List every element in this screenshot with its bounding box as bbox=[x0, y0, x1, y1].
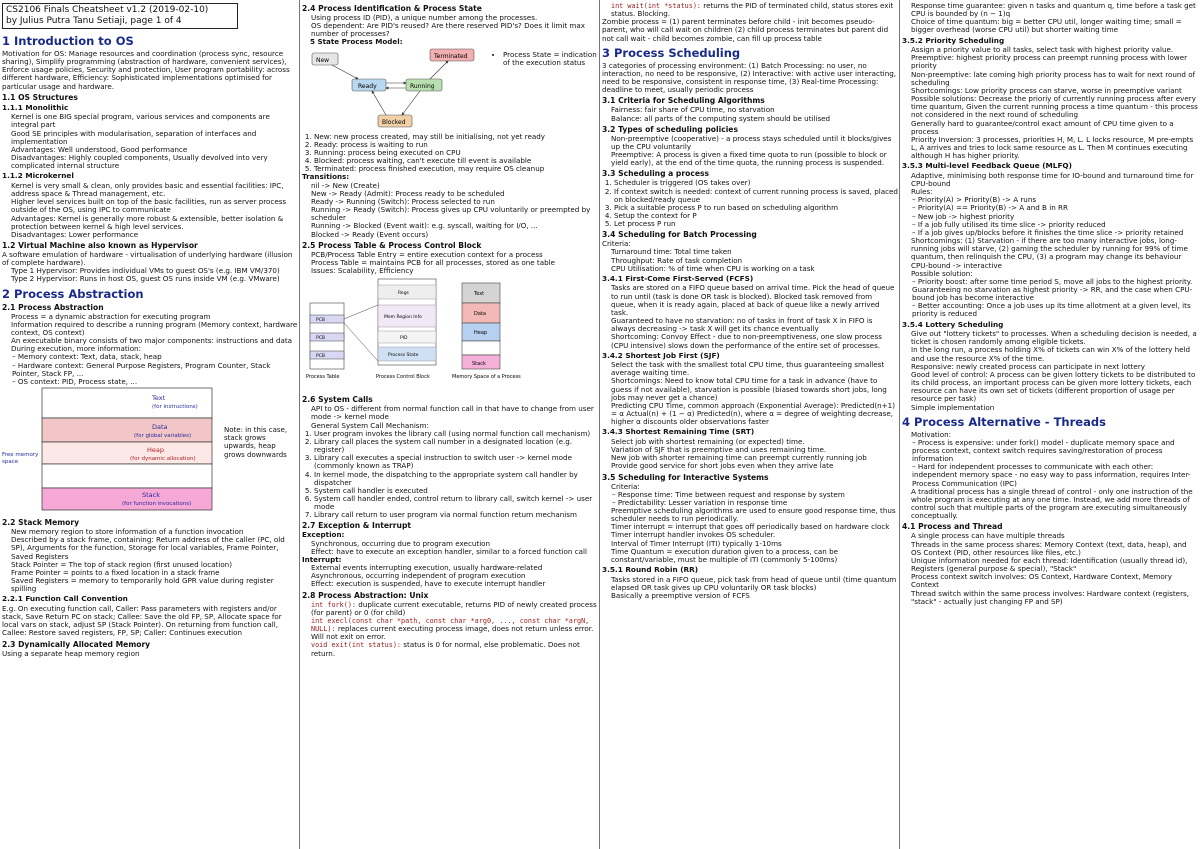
sub-list bbox=[902, 278, 1198, 319]
subsubsection-heading: 3.5.1 Round Robin (RR) bbox=[602, 565, 699, 575]
list-item: 5. Terminated: process finished execution, may require OS cleanup bbox=[314, 165, 598, 173]
list-item: • Synchronous, occurring due to program execution bbox=[311, 540, 598, 548]
list-item: • During execution, more information: bbox=[11, 345, 298, 353]
item-text: duplicate current executable, returns PID of newly created process (for parent) or 0 (for child) bbox=[311, 599, 597, 617]
list-item: • Give out "lottery tickets" to processes. When a scheduling decision is needed, a ticket is chosen randomly among eligible tickets. bbox=[911, 330, 1198, 346]
pcb-field-label: Regs bbox=[398, 291, 409, 297]
pcb-field-label: Process State bbox=[388, 353, 419, 359]
subsection-heading: 3.5 Scheduling for Interactive Systems bbox=[602, 472, 769, 482]
bullet-list bbox=[902, 488, 1198, 521]
transitions-title: Transitions: bbox=[302, 172, 350, 182]
list-item: • Response time guarantee: given n tasks and quantum q, time before a task get CPU is bounded by (n − 1)q bbox=[911, 2, 1198, 18]
list-item bbox=[311, 641, 598, 657]
list-item: • Frame Pointer = points to a fixed location in a stack frame bbox=[11, 569, 298, 577]
subsubsection-heading: 3.5.4 Lottery Scheduling bbox=[902, 319, 1004, 329]
paragraph: Using a separate heap memory region bbox=[2, 648, 140, 658]
doc-author: by Julius Putra Tanu Setiaji, page 1 of 4 bbox=[6, 16, 182, 26]
paragraph: A software emulation of hardware - virtualisation of underlying hardware (illusion of complete hardware). bbox=[2, 249, 293, 268]
list-item: • Fairness: fair share of CPU time, no starvation bbox=[611, 106, 898, 114]
list-item: – Memory context: Text, data, stack, heap bbox=[12, 353, 298, 361]
pcb-caption: Process Table bbox=[306, 374, 340, 381]
paragraph: Motivation for OS: Manage resources and coordination (process sync, resource sharing), Simplify programming (abstraction of hardware, convenient services), Enforce usage policies, Security and protection, User program portability: across different hardware, Efficiency: Sophisticated implementations optimised for particular usage and hardware. bbox=[2, 49, 290, 91]
list-item: • Time Quantum = execution duration given to a process, can be constant/variable, must be multiple of ITI (commonly 5-100ms) bbox=[611, 548, 898, 564]
list-item: • Unique information needed for each thread: Identification (usually thread id), Registers (general purpose & special), "Stack" bbox=[911, 557, 1198, 573]
list-item: • Process Table = maintains PCB for all processes, stored as one table bbox=[311, 259, 598, 267]
list-item: 3. Running: process being executed on CPU bbox=[314, 149, 598, 157]
column-2 bbox=[302, 2, 598, 848]
column-4 bbox=[902, 2, 1198, 848]
list-item: • Kernel is one BIG special program, various services and components are integral part bbox=[11, 113, 298, 129]
list-item: • Process State = indication of the execution status bbox=[503, 51, 598, 67]
bullet-list bbox=[902, 46, 1198, 160]
list-item: – OS context: PID, Process state, ... bbox=[12, 378, 298, 386]
list-item: • Basically a preemptive version of FCFS bbox=[611, 592, 898, 600]
list-item: – Hardware context: General Purpose Registers, Program Counter, Stack Pointer, Stack FP, ... bbox=[12, 362, 298, 378]
list-item: • Preemptive scheduling algorithms are used to ensure good response time, thus scheduler needs to run periodically. bbox=[611, 507, 898, 523]
bullet-list bbox=[2, 113, 298, 170]
list-item: • Thread switch within the same process involves: Hardware context (registers, "stack" - actually just changing FP and SP) bbox=[911, 590, 1198, 606]
list-item: • Variation of SJF that is preemptive and uses remaining time. bbox=[611, 446, 898, 454]
item-text: replaces current executing process image, does not return unless error. Will not exit on error. bbox=[311, 624, 594, 642]
mem-text-sub: (for instructions) bbox=[152, 404, 198, 410]
list-item: • Issues: Scalability, Efficiency bbox=[311, 267, 598, 275]
list-item: • Running -> Ready (Switch): Process gives up CPU voluntarily or preempted by scheduler bbox=[311, 206, 598, 222]
list-item: – Priority boost: after some time period S, move all jobs to the highest priority. Guaranteeing no starvation as highest priority -> RR, and the case when CPU-bound job has become interactive bbox=[912, 278, 1198, 302]
code-snippet: int execl(const char *path, const char *arg0, ..., const char *argN, NULL): bbox=[311, 616, 590, 634]
list-item: • Advantages: Kernel is generally more robust & extensible, better isolation & protection between kernel & high level services. bbox=[11, 215, 298, 231]
pcb-field-label: PID bbox=[400, 336, 408, 342]
mem-data-label: Data bbox=[474, 311, 486, 318]
subsubsection-heading: 1.1.2 Microkernel bbox=[2, 171, 74, 181]
list-item: • Interval of Timer Interrupt (ITI) typically 1-10ms bbox=[611, 540, 898, 548]
state-running-label: Running bbox=[410, 82, 435, 90]
bullet-list bbox=[902, 172, 1198, 196]
list-item: • Shortcomings: Low priority process can starve, worse in preemptive variant bbox=[911, 87, 1198, 95]
subsection-heading: 3.4 Scheduling for Batch Processing bbox=[602, 230, 757, 240]
state-diagram bbox=[302, 47, 492, 133]
mem-data-label: Data bbox=[152, 423, 168, 431]
list-item: • OS dependent: Are PID's reused? Are there reserved PID's? Does it limit max number of processes? bbox=[311, 22, 598, 38]
paragraph: Zombie process = (1) parent terminates before child - init becomes pseudo-parent, who will call wait on children (2) child process terminates but parent did not call wait - child becomes zombie, can fill up process table bbox=[602, 17, 889, 43]
list-item: • Type 1 Hypervisor: Provides individual VMs to guest OS's (e.g. IBM VM/370) bbox=[11, 267, 298, 275]
list-item: – Predictability: Lesser variation in response time bbox=[612, 499, 898, 507]
header-box bbox=[2, 3, 238, 29]
doc-title: CS2106 Finals Cheatsheet v1.2 (2019-02-10) bbox=[6, 5, 209, 15]
list-item: • Assign a priority value to all tasks, select task with highest priority value. bbox=[911, 46, 1198, 54]
bullet-list bbox=[602, 361, 898, 426]
list-item: • Preemptive: highest priority process can preempt running process with lower priority bbox=[911, 54, 1198, 70]
list-item: 1. User program invokes the library call (using normal function call mechanism) bbox=[314, 430, 598, 438]
list-item: • Non-preemptive: late coming high priority process has to wait for next round of scheduling bbox=[911, 71, 1198, 87]
list-item: 2. Ready: process is waiting to run bbox=[314, 141, 598, 149]
bullet-list bbox=[602, 438, 898, 471]
list-item: 5. Let process P run bbox=[614, 220, 898, 228]
section-heading: 2 Process Abstraction bbox=[2, 286, 144, 301]
bullet-list bbox=[2, 267, 298, 283]
list-item: • Shortcoming: Convoy Effect - due to non-preemptiveness, one slow process (CPU intensive) slows down the performance of the entire set of processes. bbox=[611, 333, 898, 349]
list-item: – Process is expensive: under fork() model - duplicate memory space and process context, context switch requires saving/restoration of process information bbox=[912, 439, 1198, 463]
list-item: • Stack Pointer = The top of stack region (first unused location) bbox=[11, 561, 298, 569]
mem-data-sub: (for global variables) bbox=[134, 433, 192, 439]
list-item: • Running -> Blocked (Event wait): e.g. syscall, waiting for I/O, ... bbox=[311, 222, 598, 230]
list-item: • Tasks stored in a FIFO queue, pick task from head of queue until (time quantum elapsed OR task gives up CPU voluntarily OR task blocks) bbox=[611, 576, 898, 592]
subsection-heading: 2.3 Dynamically Allocated Memory bbox=[2, 639, 151, 649]
pcb-field-label: Mem Region Info bbox=[384, 315, 422, 321]
bullet-list bbox=[602, 507, 898, 564]
sub-list bbox=[2, 353, 298, 386]
list-item: 2. If context switch is needed: context of current running process is saved, placed on blocked/ready queue bbox=[614, 188, 898, 204]
subsection-heading: 2.7 Exception & Interrupt bbox=[302, 521, 412, 531]
pcb-row-label: PCB bbox=[316, 318, 325, 324]
subsubsection-heading: 3.4.3 Shortest Remaining Time (SRT) bbox=[602, 427, 755, 437]
list-item: – New job -> highest priority bbox=[912, 213, 1198, 221]
mem-heap-label: Heap bbox=[474, 330, 488, 337]
list-item: • Type 2 Hypervisor: Runs in host OS, guest OS runs inside VM (e.g. VMware) bbox=[11, 275, 298, 283]
bullet-list bbox=[602, 284, 898, 349]
subsubsection-heading: 3.4.1 First-Come First-Served (FCFS) bbox=[602, 273, 754, 283]
list-item: • Asynchronous, occurring independent of program execution bbox=[311, 572, 598, 580]
subsection-heading: 4.1 Process and Thread bbox=[902, 522, 1003, 532]
paragraph: 3 categories of processing environment: (1) Batch Processing: no user, no interaction, no need to be responsive, (2) Interactive: with active user interacting, need to be responsive, consistent in response time, (3) Real-time Processing: deadline to meet, usually periodic process bbox=[602, 60, 897, 95]
list-item: • Criteria: bbox=[611, 483, 898, 491]
list-item: • In the long run, a process holding X% of tickets can win X% of the lottery held and use the resource X% of the time. bbox=[911, 346, 1198, 362]
list-item: • Shortcomings: (1) Starvation - if there are too many interactive jobs, long-running jobs will starve, (2) gaming the scheduler by running for 99% of time quantum, then relinquish the CPU, (3) a program may change its behaviour CPU-bound -> interactive bbox=[911, 237, 1198, 270]
bullet-list bbox=[494, 51, 598, 67]
state-ready-label: Ready bbox=[358, 82, 377, 90]
list-item: • New memory region to store information of a function invocation bbox=[11, 528, 298, 536]
code-snippet: int fork(): bbox=[311, 600, 357, 609]
list-item: • PCB/Process Table Entry = entire execution context for a process bbox=[311, 251, 598, 259]
pcb-diagram bbox=[302, 275, 594, 391]
bullet-list bbox=[902, 330, 1198, 412]
paragraph: E.g. On executing function call, Caller: Pass parameters with registers and/or stack, Save Return PC on stack; Callee: Save the old FP, SP, Allocate space for local vars on stack, adjust SP (Stack Pointer). On returning from function call, Callee: Restore saved registers, FP, SP; Caller: Continues execution bbox=[2, 603, 282, 638]
list-item: • Predicting CPU Time, common approach (Exponential Average): Predicted(n+1) = α Actual(n) + (1 − α) Predicted(n), where α = degree of weighting decrease, higher α discounts older observations faster bbox=[611, 402, 898, 426]
list-item: • Disadvantages: Highly coupled components, Usually devolved into very complicated internal structure bbox=[11, 154, 298, 170]
mem-stack-sub: (for function invocations) bbox=[122, 501, 192, 507]
subsection-heading: 3.1 Criteria for Scheduling Algorithms bbox=[602, 96, 765, 106]
list-item: • Ready -> Running (Switch): Process selected to run bbox=[311, 198, 598, 206]
bullet-list bbox=[602, 2, 898, 18]
list-item bbox=[611, 2, 898, 18]
list-item: • Effect: execution is suspended, have to execute interrupt handler bbox=[311, 580, 598, 588]
section-heading: 1 Introduction to OS bbox=[2, 34, 134, 48]
bullet-list bbox=[2, 182, 298, 239]
mem-text-label: Text bbox=[152, 394, 166, 402]
list-item: • A single process can have multiple threads bbox=[911, 532, 1198, 540]
subsubsection-heading: 2.2.1 Function Call Convention bbox=[2, 594, 128, 604]
list-item: • Guaranteed to have no starvation: no of tasks in front of task X in FIFO is always decreasing -> task X will get its chance eventually bbox=[611, 317, 898, 333]
subsubsection-heading: 3.5.3 Multi-level Feedback Queue (MLFQ) bbox=[902, 161, 1072, 171]
bullet-list bbox=[302, 564, 598, 588]
list-item: – Better accounting: Once a job uses up its time allotment at a given level, its priority is reduced bbox=[912, 302, 1198, 318]
bullet-list bbox=[302, 540, 598, 556]
numbered-list bbox=[602, 179, 898, 228]
list-item: • Process = a dynamic abstraction for executing program bbox=[11, 313, 298, 321]
list-item: • Higher level services built on top of the basic facilities, run as server process outside of the OS, using IPC to communicate bbox=[11, 198, 298, 214]
list-item: • Timer interrupt handler invokes OS scheduler. bbox=[611, 531, 898, 539]
list-item: 4. Blocked: process waiting, can't execute till event is available bbox=[314, 157, 598, 165]
list-item: • Provide good service for short jobs even when they arrive late bbox=[611, 462, 898, 470]
list-item: • Good SE principles with modularisation, separation of interfaces and implementation bbox=[11, 130, 298, 146]
list-item: • Good level of control: A process can be given lottery tickets to be distributed to its child process, an important process can be given more lottery tickets, each resource can have its own set of tickets (different proportion of usage per resource per task) bbox=[911, 371, 1198, 404]
list-item: – Priority(A) > Priority(B) -> A runs bbox=[912, 196, 1198, 204]
list-item: • Generally hard to guarantee/control exact amount of CPU time given to a process bbox=[911, 120, 1198, 136]
sub-list bbox=[602, 491, 898, 507]
list-item: • Tasks are stored on a FIFO queue based on arrival time. Pick the head of queue to run until (task is done OR task is blocked). Blocked task removed from queue, when it is ready again, placed at back of queue like a newly arrived task. bbox=[611, 284, 898, 317]
subsubsection-heading: 3.4.2 Shortest Job First (SJF) bbox=[602, 350, 720, 360]
list-item: • Disadvantages: Lower performance bbox=[11, 231, 298, 239]
mem-text-label: Text bbox=[474, 291, 485, 298]
subsection-heading: 2.5 Process Table & Process Control Block bbox=[302, 240, 482, 250]
list-item: 6. System call handler ended, control return to library call, switch kernel -> user mode bbox=[314, 495, 598, 511]
subsection-heading: 3.2 Types of scheduling policies bbox=[602, 124, 738, 134]
numbered-list bbox=[302, 430, 598, 520]
list-item: – Priority(A) == Priority(B) -> A and B in RR bbox=[912, 204, 1198, 212]
list-item: – If a job gives up/blocks before it finishes the time slice -> priority retained bbox=[912, 229, 1198, 237]
subsection-heading: 2.1 Process Abstraction bbox=[2, 302, 104, 312]
list-item bbox=[311, 601, 598, 617]
list-item: • Possible solution: bbox=[911, 270, 1198, 278]
column-divider bbox=[899, 0, 900, 849]
criteria-label: Criteria: bbox=[602, 239, 631, 249]
list-item: • Blocked -> Ready (Event occurs) bbox=[311, 231, 598, 239]
column-divider bbox=[599, 0, 600, 849]
model-title: 5 State Process Model: bbox=[310, 37, 403, 47]
bullet-list bbox=[602, 576, 898, 600]
list-item: • Motivation: bbox=[911, 431, 1198, 439]
numbered-list bbox=[302, 133, 598, 174]
list-item: • Kernel is very small & clean, only provides basic and essential facilities: IPC, address space & Thread management, etc. bbox=[11, 182, 298, 198]
list-item: 4. Setup the context for P bbox=[614, 212, 898, 220]
subsection-heading: 2.4 Process Identification & Process State bbox=[302, 4, 482, 13]
list-item: • Throughput: Rate of task completion bbox=[611, 257, 898, 265]
subsection-heading: 2.6 System Calls bbox=[302, 395, 373, 405]
bullet-list bbox=[602, 135, 898, 168]
list-item: • Turnaround time: Total time taken bbox=[611, 248, 898, 256]
list-item: 5. System call handler is executed bbox=[314, 487, 598, 495]
pcb-caption: Memory Space of a Process bbox=[452, 374, 521, 381]
subsection-heading: 1.2 Virtual Machine also known as Hypervisor bbox=[2, 240, 198, 250]
subsubsection-heading: 1.1.1 Monolithic bbox=[2, 102, 69, 112]
state-blocked-label: Blocked bbox=[382, 118, 406, 126]
list-item: • Preemptive: A process is given a fixed time quota to run (possible to block or yield early), at the end of the time quota, the running process is suspended. bbox=[611, 151, 898, 167]
state-diagram-wrap bbox=[302, 47, 598, 133]
list-item: • Process context switch involves: OS Context, Hardware Context, Memory Context bbox=[911, 573, 1198, 589]
list-item bbox=[311, 617, 598, 641]
code-snippet: int wait(int *status): bbox=[611, 2, 702, 10]
column-divider bbox=[299, 0, 300, 849]
list-item: • Effect: have to execute an exception handler, similar to a forced function call bbox=[311, 548, 598, 556]
mem-stack-label: Stack bbox=[142, 491, 160, 499]
section-heading: 4 Process Alternative - Threads bbox=[902, 414, 1106, 429]
pcb-row-label: PCB bbox=[316, 336, 325, 342]
list-item: • Described by a stack frame, containing: Return address of the caller (PC, old SP), Arguments for the function, Storage for local variables, Frame Pointer, Saved Registers bbox=[11, 536, 298, 560]
list-item: • Information required to describe a running program (Memory context, hardware context, OS context) bbox=[11, 321, 298, 337]
list-item: • Threads in the same process shares: Memory Context (text, data, heap), and OS Context (PID, other resources like files, etc.) bbox=[911, 541, 1198, 557]
bullet-list bbox=[602, 106, 898, 122]
bullet-list bbox=[302, 251, 598, 275]
list-item: • Using process ID (PID), a unique number among the processes. bbox=[311, 14, 598, 22]
section-heading: 3 Process Scheduling bbox=[602, 45, 741, 60]
list-item: • CPU Utilisation: % of time when CPU is working on a task bbox=[611, 265, 898, 273]
list-item: • Select job with shortest remaining (or expected) time. bbox=[611, 438, 898, 446]
list-item: • Shortcomings: Need to know total CPU time for a task in advance (have to guess if not available), starvation is possible (biased towards short jobs, long jobs may never get a chance) bbox=[611, 377, 898, 401]
subsection-heading: 2.8 Process Abstraction: Unix bbox=[302, 590, 429, 600]
list-item: 1. Scheduler is triggered (OS takes over) bbox=[614, 179, 898, 187]
list-item: 7. Library call return to user program via normal function return mechanism bbox=[314, 511, 598, 519]
subsection-heading: 2.2 Stack Memory bbox=[2, 518, 80, 528]
list-item: • New -> Ready (Admit): Process ready to be scheduled bbox=[311, 190, 598, 198]
item-text: returns the PID of terminated child, status stores exit status. Blocking. bbox=[611, 2, 894, 19]
list-item: • Select the task with the smallest total CPU time, thus guaranteeing smallest average waiting time. bbox=[611, 361, 898, 377]
bullet-list bbox=[902, 237, 1198, 278]
subsection-heading: 1.1 OS Structures bbox=[2, 92, 78, 102]
bullet-list bbox=[302, 601, 598, 658]
state-new-label: New bbox=[316, 56, 330, 64]
bullet-list bbox=[2, 313, 298, 354]
list-item: • Timer interrupt = interrupt that goes off periodically based on hardware clock bbox=[611, 523, 898, 531]
list-item: • Choice of time quantum: big = better CPU util, longer waiting time; small = bigger overhead (worse CPU util) but shorter waiting time bbox=[911, 18, 1198, 34]
memory-layout-diagram bbox=[2, 386, 294, 514]
bullet-list bbox=[902, 2, 1198, 35]
mem-heap-sub: (for dynamic allocation) bbox=[130, 456, 196, 462]
sub-list bbox=[902, 196, 1198, 237]
list-item: • General System Call Mechanism: bbox=[311, 422, 598, 430]
list-item: • nil -> New (Create) bbox=[311, 182, 598, 190]
list-item: – If a job fully utilised its time slice -> priority reduced bbox=[912, 221, 1198, 229]
list-item: • Rules: bbox=[911, 188, 1198, 196]
state-terminated-label: Terminated bbox=[434, 52, 468, 60]
list-item: • A traditional process has a single thread of control - only one instruction of the whole program is executing at any one time. Instead, we add more threads of control such that multiple parts of the program are executing simultaneously conceptually. bbox=[911, 488, 1198, 521]
code-snippet: void exit(int status): bbox=[311, 641, 402, 650]
bullet-list bbox=[602, 248, 898, 272]
list-item: • Adaptive, minimising both response time for IO-bound and turnaround time for CPU-bound bbox=[911, 172, 1198, 188]
list-item: – Response time: Time between request and response by system bbox=[612, 491, 898, 499]
list-item: 1. New: new process created, may still be initialising, not yet ready bbox=[314, 133, 598, 141]
list-item: – Hard for independent processes to communicate with each other: independent memory space - no easy way to pass information, requires Inter-Process Communication (IPC) bbox=[912, 463, 1198, 487]
list-item: 2. Library call places the system call number in a designated location (e.g. register) bbox=[314, 438, 598, 454]
list-item: • New job with shorter remaining time can preempt currently running job bbox=[611, 454, 898, 462]
list-item: • Responsive: newly created process can participate in next lottery bbox=[911, 363, 1198, 371]
list-item: • Saved Registers = memory to temporarily hold GPR value during register spilling bbox=[11, 577, 298, 593]
bullet-list bbox=[302, 182, 598, 239]
column-1 bbox=[2, 2, 298, 848]
sub-list bbox=[902, 439, 1198, 488]
list-item: • An executable binary consists of two major components: instructions and data bbox=[11, 337, 298, 345]
list-item: • Balance: all parts of the computing system should be utilised bbox=[611, 115, 898, 123]
pcb-caption: Process Control Block bbox=[376, 374, 430, 381]
mem-note: Note: in this case, stack grows upwards, heap grows downwards bbox=[224, 426, 288, 459]
list-item: • Non-preemptive (cooperative) - a process stays scheduled until it blocks/gives up the CPU voluntarily bbox=[611, 135, 898, 151]
list-item: • Advantages: Well understood, Good performance bbox=[11, 146, 298, 154]
list-item: • API to OS - different from normal function call in that have to change from user mode -> kernel mode bbox=[311, 405, 598, 421]
interrupt-title: Interrupt: bbox=[302, 554, 342, 564]
item-text: status is 0 for normal, else problematic. Does not return. bbox=[311, 640, 580, 658]
list-item: 3. Library call executes a special instruction to switch user -> kernel mode (commonly known as TRAP) bbox=[314, 454, 598, 470]
bullet-list bbox=[2, 528, 298, 593]
list-item: • Possible solutions: Decrease the prioriy of currently running process after every time quantum, Given the current running process a time quantum - this process not considered in the next round of scheduling bbox=[911, 95, 1198, 119]
list-item: 3. Pick a suitable process P to run based on scheduling algorithm bbox=[614, 204, 898, 212]
mem-heap-label: Heap bbox=[147, 446, 164, 454]
list-item: 4. In kernel mode, the dispatching to the appropriate system call handler by dispatcher bbox=[314, 471, 598, 487]
bullet-list bbox=[902, 532, 1198, 605]
list-item: • Simple implementation bbox=[911, 404, 1198, 412]
subsection-heading: 3.3 Scheduling a process bbox=[602, 169, 710, 179]
list-item: • External events interrupting execution, usually hardware-related bbox=[311, 564, 598, 572]
column-3 bbox=[602, 2, 898, 848]
bullet-list bbox=[302, 405, 598, 429]
pcb-row-label: PCB bbox=[316, 354, 325, 360]
exception-title: Exception: bbox=[302, 530, 345, 540]
subsubsection-heading: 3.5.2 Priority Scheduling bbox=[902, 35, 1005, 45]
bullet-list bbox=[302, 14, 598, 38]
mem-stack-label: Stack bbox=[472, 361, 486, 368]
mem-free-label: Free memory space bbox=[2, 452, 39, 465]
list-item: • Priority Inversion: 3 processes, priorities H, M, L. L locks resource, M pre-empts L, A arrives and tries to lock same resource as L. Then M continues executing although H has higher priority. bbox=[911, 136, 1198, 160]
